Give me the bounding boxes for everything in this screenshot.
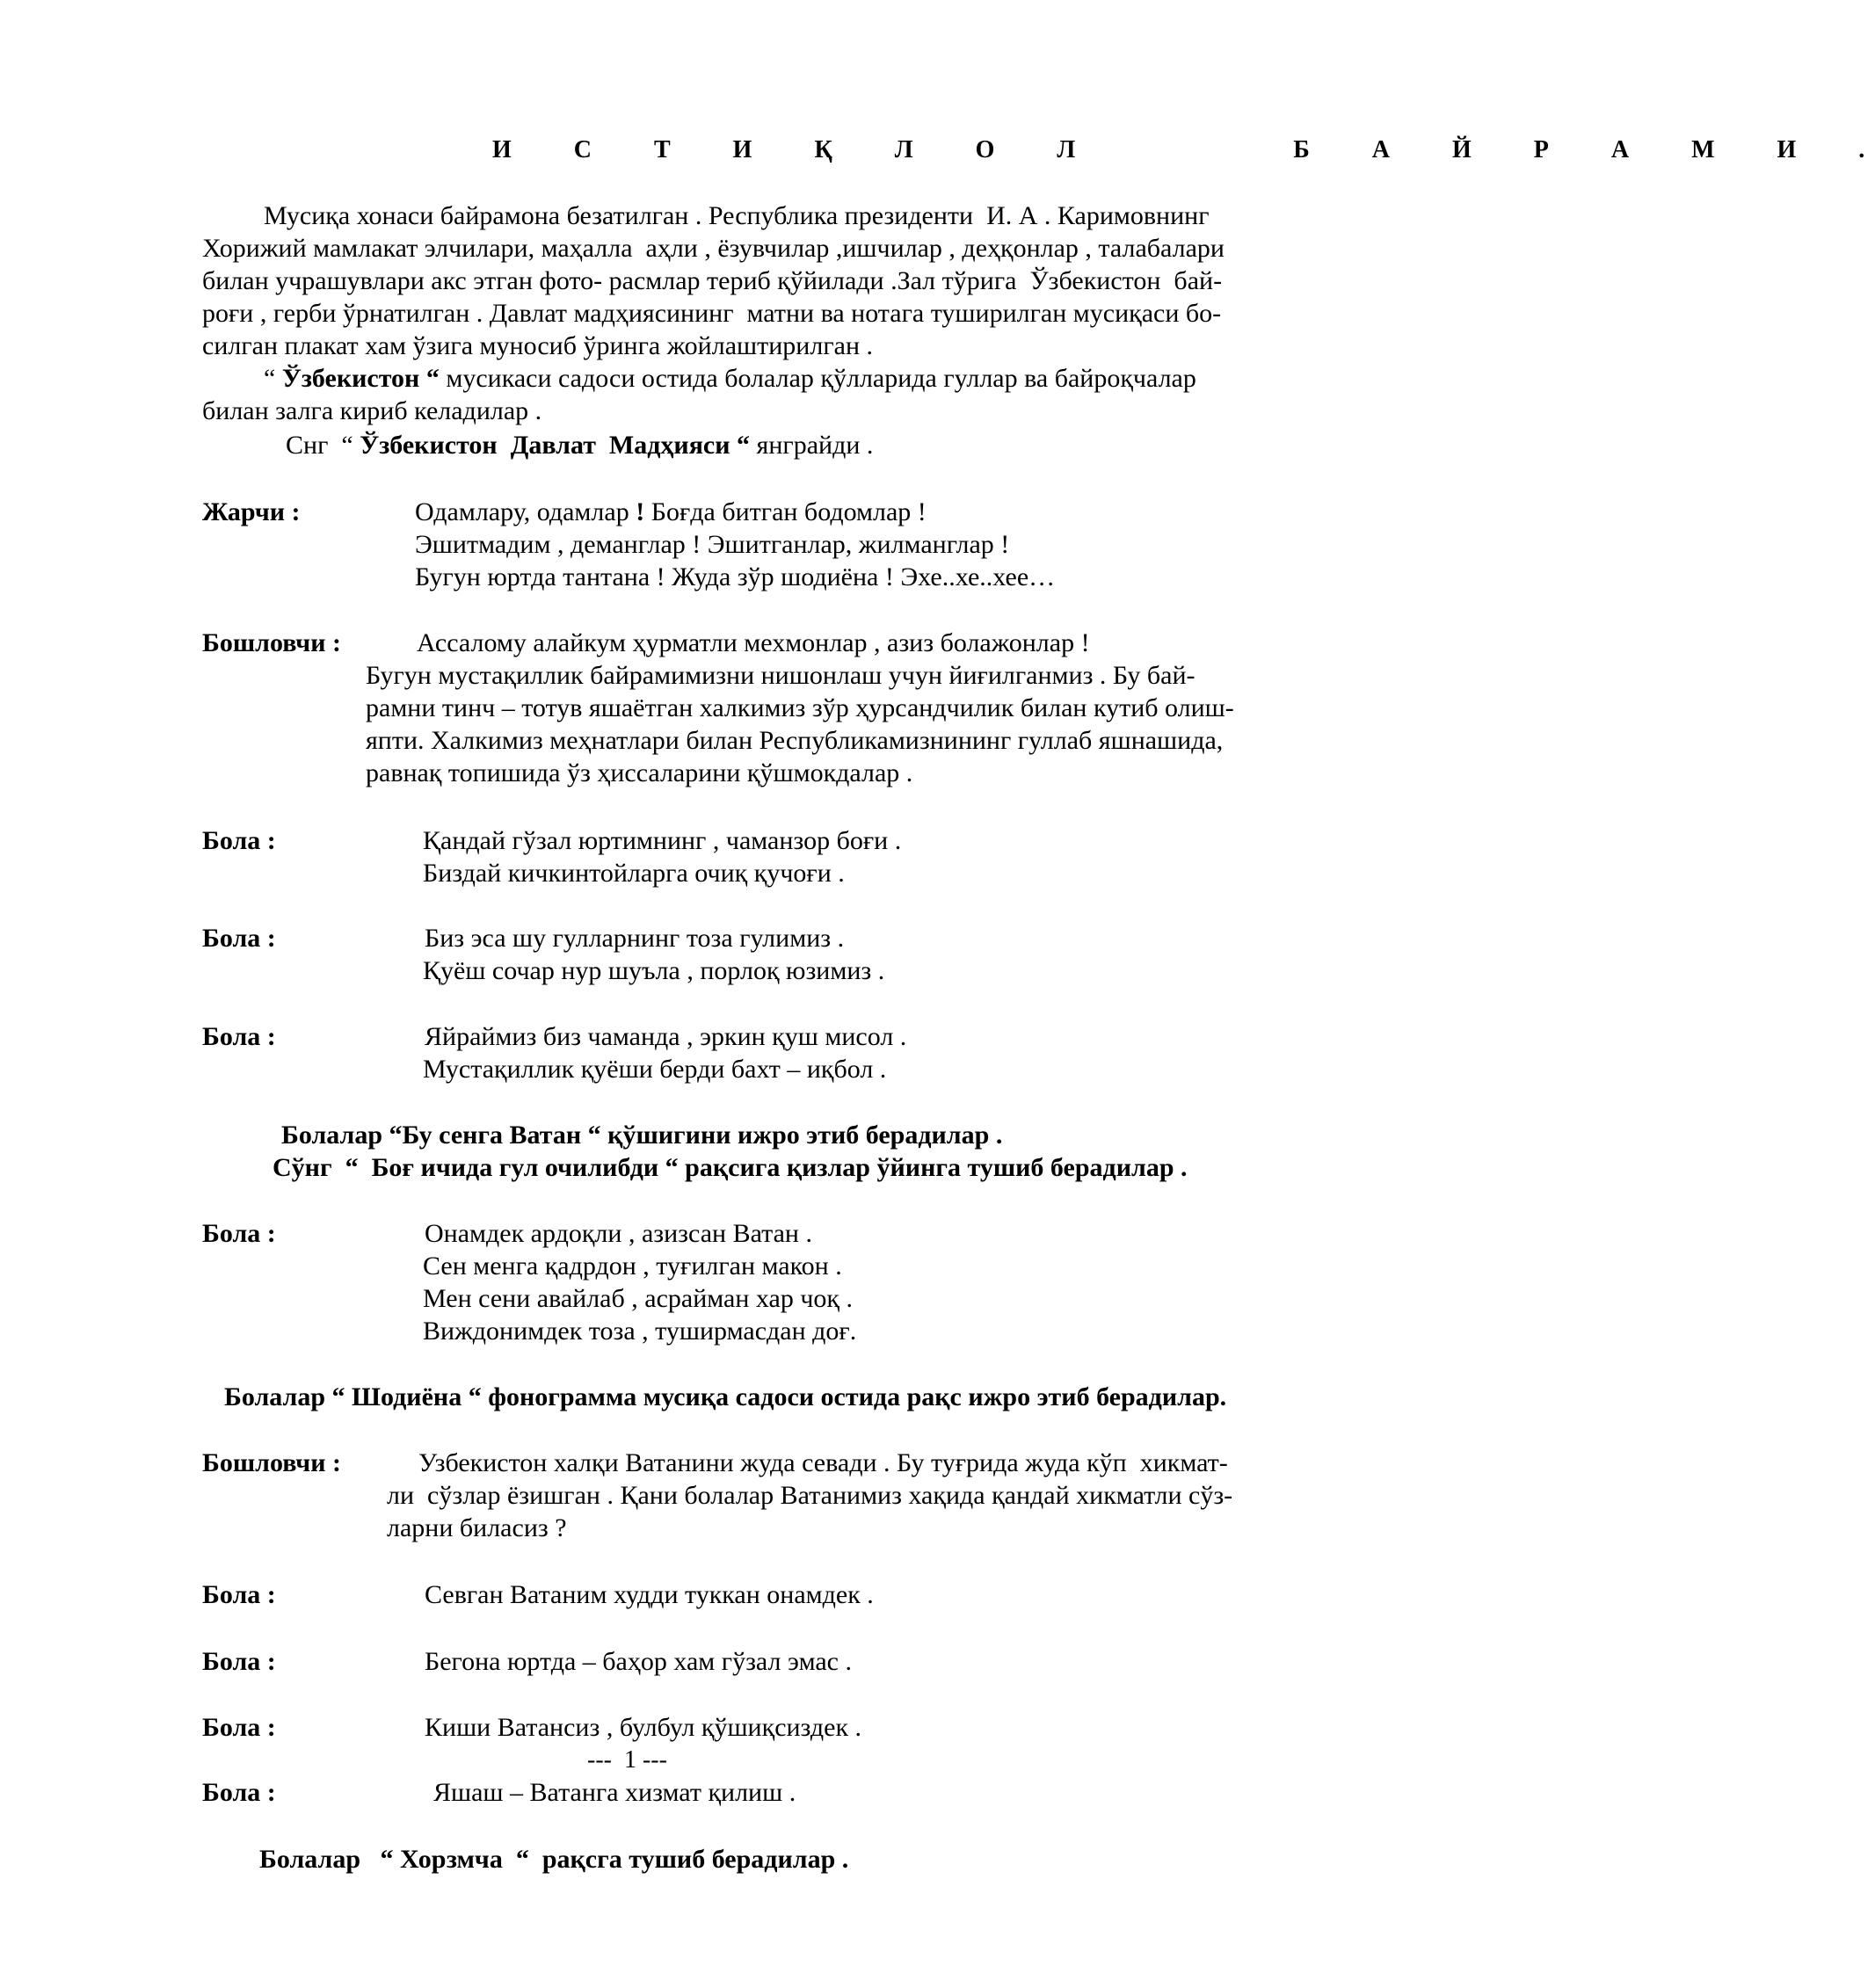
intro-line-3: билан учрашувлари акс этган фото- расмлар териб қўйилади .Зал тўрига Ўзбекистон бай- — [202, 266, 1223, 295]
boshlovchi-2-line-3: ларни биласиз ? — [387, 1513, 567, 1542]
page-number: --- 1 --- — [587, 1746, 667, 1774]
stage-direction-2: Сўнг “ Боғ ичида гул очилибди “ рақсига қизлар ўйинга тушиб берадилар . — [273, 1153, 1188, 1182]
jarchi-line-1c: Боғда битган бодомлар ! — [644, 497, 927, 526]
intro-line-2: Хорижий мамлакат элчилари, маҳалла аҳли , ёзувчилар ,ишчилар , деҳқонлар , талабалари — [202, 234, 1225, 263]
boshlovchi-1-line-1: Ассалому алайкум ҳурматли мехмонлар , азиз болажонлар ! — [417, 628, 1090, 657]
boshlovchi-2-line-1: Узбекистон халқи Ватанини жуда севади . Бу туғрида жуда кўп хикмат- — [418, 1448, 1228, 1477]
anthem-rest: янграйди . — [750, 431, 874, 460]
verse-3-line-2: Мустақиллик қуёши берди бахт – иқбол . — [423, 1055, 887, 1084]
verse-2-line-1: Биз эса шу гулларнинг тоза гулимиз . — [425, 924, 845, 953]
speaker-jarchi: Жарчи : — [202, 497, 301, 526]
speaker-bola-4: Бола : — [202, 1219, 276, 1248]
intro-bold-uzbekistan: Ўзбекистон “ — [281, 364, 440, 393]
quote-open: “ — [264, 364, 282, 393]
boshlovchi-1-line-5: равнақ топишида ўз ҳиссаларини қўшмокдалар . — [366, 758, 913, 787]
speaker-boshlovchi-2: Бошловчи : — [202, 1448, 341, 1477]
intro-paragraph-2-line-2: билан залга кириб келадилар . — [202, 396, 542, 425]
anthem-line — [286, 430, 873, 461]
jarchi-line-1 — [415, 497, 927, 528]
jarchi-line-2: Эшитмадим , деманглар ! Эшитганлар, жилманглар ! — [415, 530, 1010, 559]
verse-1-line-1: Қандай гўзал юртимнинг , чаманзор боғи . — [423, 826, 902, 855]
speaker-bola-3: Бола : — [202, 1022, 276, 1051]
boshlovchi-1-line-3: рамни тинч – тотув яшаётган халкимиз зўр ҳурсандчилик билан кутиб олиш- — [366, 693, 1234, 722]
speaker-bola-5: Бола : — [202, 1580, 276, 1609]
verse-4-line-1: Онамдек ардоқли , азизсан Ватан . — [425, 1219, 812, 1248]
speaker-bola-8: Бола : — [202, 1778, 276, 1807]
anthem-bold: Ўзбекистон Давлат Мадҳияси “ — [360, 431, 751, 460]
speaker-bola-1: Бола : — [202, 826, 276, 855]
page-title: И С Т И Қ Л О Л Б А Й Р А М И . — [492, 136, 1875, 163]
intro-p2-rest: мусикаси садоси остида болалар қўлларида гуллар ва байроқчалар — [439, 364, 1196, 393]
intro-line-1: Мусиқа хонаси байрамона безатилган . Республика президенти И. А . Каримовнинг — [264, 201, 1210, 230]
verse-4-line-4: Виждонимдек тоза , туширмасдан доғ. — [423, 1317, 857, 1346]
verse-4-line-2: Сен менга қадрдон , туғилган макон . — [423, 1252, 842, 1281]
stage-direction-4: Болалар “ Хорзмча “ рақсга тушиб берадилар . — [259, 1845, 849, 1874]
stage-direction-3: Болалар “ Шодиёна “ фонограмма мусиқа садоси остида рақс ижро этиб берадилар. — [224, 1382, 1227, 1411]
speaker-bola-6: Бола : — [202, 1647, 276, 1676]
speaker-boshlovchi-1: Бошловчи : — [202, 628, 341, 657]
jarchi-line-1a: Одамлару, одамлар — [415, 497, 636, 526]
boshlovchi-2-line-2: ли сўзлар ёзишган . Қани болалар Ватанимиз хақида қандай хикматли сўз- — [387, 1481, 1233, 1510]
boshlovchi-1-line-2: Бугун мустақиллик байрамимизни нишонлаш учун йиғилганмиз . Бу бай- — [366, 661, 1195, 690]
saying-2: Бегона юртда – баҳор хам гўзал эмас . — [425, 1647, 852, 1676]
saying-3: Киши Ватансиз , булбул қўшиқсиздек . — [425, 1713, 862, 1742]
anthem-pre: Снг “ — [286, 431, 360, 460]
boshlovchi-1-line-4: япти. Халкимиз меҳнатлари билан Республикамизнининг гуллаб яшнашида, — [366, 726, 1224, 755]
jarchi-exclaim: ! — [636, 497, 645, 526]
verse-3-line-1: Яйраймиз биз чаманда , эркин қуш мисол . — [425, 1022, 907, 1051]
speaker-bola-2: Бола : — [202, 924, 276, 953]
verse-2-line-2: Қуёш сочар нур шуъла , порлоқ юзимиз . — [423, 956, 885, 985]
stage-direction-1: Болалар “Бу сенга Ватан “ қўшигини ижро этиб берадилар . — [281, 1121, 1003, 1150]
intro-paragraph-2 — [264, 363, 1196, 395]
saying-4: Яшаш – Ватанга хизмат қилиш . — [433, 1778, 796, 1807]
speaker-bola-7: Бола : — [202, 1713, 276, 1742]
intro-line-4: роғи , герби ўрнатилган . Давлат мадҳиясининг матни ва нотага туширилган мусиқаси бо- — [202, 299, 1222, 328]
verse-4-line-3: Мен сени авайлаб , асрайман хар чоқ . — [423, 1284, 853, 1313]
saying-1: Севган Ватаним худди туккан онамдек . — [425, 1580, 874, 1609]
intro-line-5: силган плакат хам ўзига муносиб ўринга жойлаштирилган . — [202, 331, 873, 360]
verse-1-line-2: Биздай кичкинтойларга очиқ қучоғи . — [423, 859, 845, 888]
jarchi-line-3: Бугун юртда тантана ! Жуда зўр шодиёна ! Эхе..хе..хее… — [415, 562, 1056, 591]
